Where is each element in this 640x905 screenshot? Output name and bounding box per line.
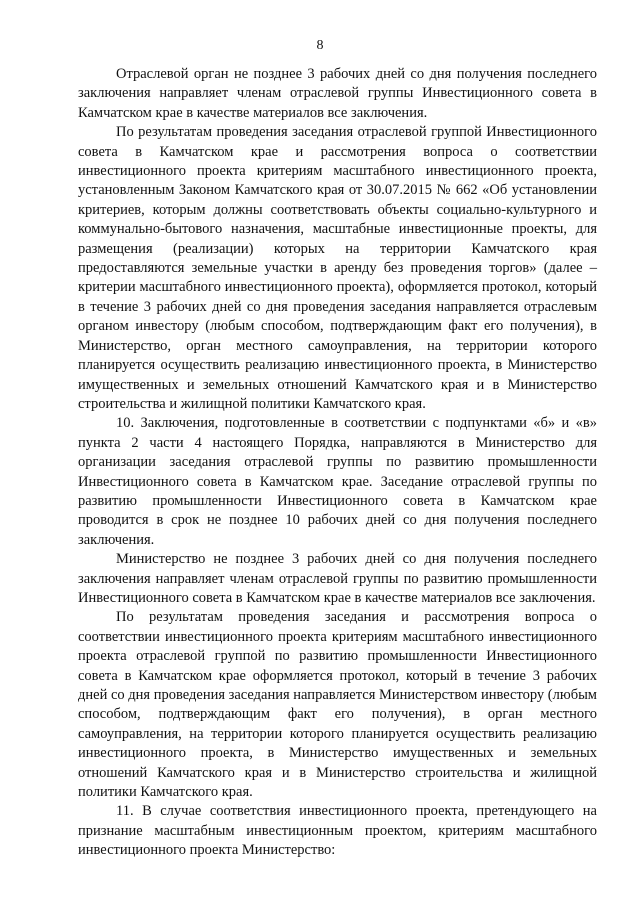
paragraph-sector-body-conclusions: Отраслевой орган не позднее 3 рабочих дней со дня получения последнего заключения направляет членам отраслевой группы Инвестиционного совета в Камчатском крае в качестве материалов все заключения.: [78, 66, 597, 121]
paragraph-industry-group-protocol: По результатам проведения заседания и рассмотрения вопроса о соответствии инвестиционного проекта критериям масштабного инвестиционного проекта отраслевой группой по развитию промышленности Инвестиционного совета в Камчатском крае оформляется протокол, который в течение 3 рабочих дней со дня проведения заседания направляется Министерством инвестору (любым способом, подтверждающим факт его получения), в орган местного самоуправления, на территории которого планируется осуществить реализацию инвестиционного проекта, в Министерство имущественных и земельных отношений Камчатского края и в Министерство строительства и жилищной политики Камчатского края.: [78, 609, 597, 801]
paragraph-ministry-conclusions: Министерство не позднее 3 рабочих дней со дня получения последнего заключения направляет членам отраслевой группы по развитию промышленности Инвестиционного совета в Камчатском крае в качестве материалов все заключения.: [78, 551, 597, 606]
paragraph-item-11: 11. В случае соответствия инвестиционного проекта, претендующего на признание масштабным инвестиционным проектом, критериям масштабного инвестиционного проекта Министерство:: [78, 803, 597, 859]
paragraph-sector-group-protocol: По результатам проведения заседания отраслевой группой Инвестиционного совета в Камчатском крае и рассмотрения вопроса о соответствии инвестиционного проекта критериям масштабного инвестиционного проекта, установленным Законом Камчатского края от 30.07.2015 № 662 «Об установлении критериев, которым должны соответствовать объекты социально-культурного и коммунально-бытового назначения, масштабные инвестиционные проекты, для размещения (реализации) которых на территории Камчатского края предоставляются земельные участки в аренду без проведения торгов» (далее – критерии масштабного инвестиционного проекта), оформляется протокол, который в течение 3 рабочих дней со дня проведения заседания направляется отраслевым органом инвестору (любым способом, подтверждающим факт его получения), в Министерство, орган местного самоуправления, на территории которого планируется осуществить реализацию инвестиционного проекта, в Министерство имущественных и земельных отношений Камчатского края и в Министерство строительства и жилищной политики Камчатского края.: [78, 124, 597, 412]
document-body: [78, 65, 597, 861]
page-number: 8: [316, 38, 324, 53]
paragraph-item-10: 10. Заключения, подготовленные в соответствии с подпунктами «б» и «в» пункта 2 части 4 настоящего Порядка, направляются в Министерство для организации заседания отраслевой группы по развитию промышленности Инвестиционного совета в Камчатском крае. Заседание отраслевой группы по развитию промышленности Инвестиционного совета в Камчатском крае проводится в срок не позднее 10 рабочих дней со дня получения последнего заключения.: [78, 415, 597, 548]
